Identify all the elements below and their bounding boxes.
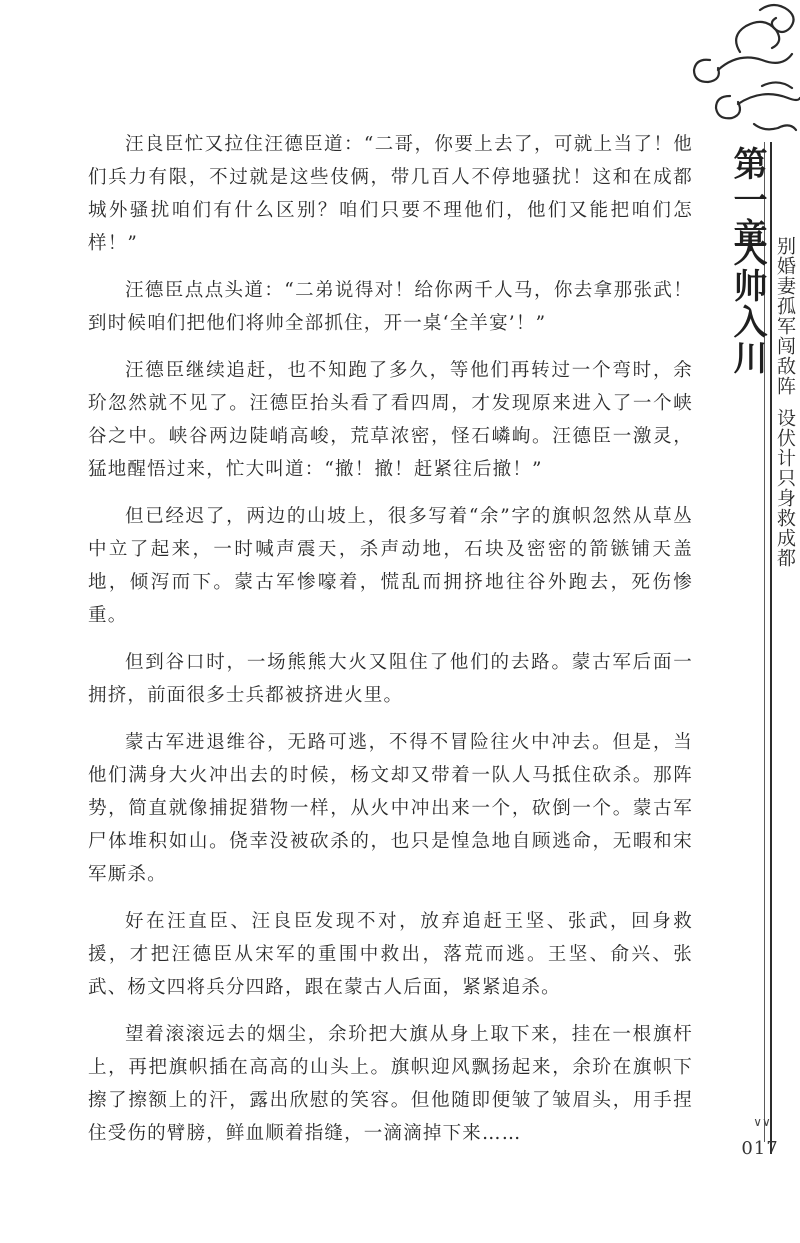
chapter-title: 大帅入川 (727, 232, 767, 376)
margin-rule (770, 142, 772, 1154)
page-number: 017 (741, 1138, 779, 1159)
paragraph: 蒙古军进退维谷，无路可逃，不得不冒险往火中冲去。但是，当他们满身大火冲出去的时候，杨文却又带着一队人马抵住砍杀。那阵势，简直就像捕捉猎物一样，从火中冲出来一个，砍倒一个。蒙古军尸体堆积如山。侥幸没被砍杀的，也只是惶急地自顾逃命，无暇和宋军厮杀。 (88, 732, 693, 885)
paragraph: 汪良臣忙又拉住汪德臣道：“二哥，你要上去了，可就上当了！他们兵力有限，不过就是这些伎俩，带几百人不停地骚扰！这和在成都城外骚扰咱们有什么区别？咱们只要不理他们，他们又能把咱们怎样！” (88, 134, 693, 254)
paragraph: 汪德臣继续追赶，也不知跑了多久，等他们再转过一个弯时，余玠忽然就不见了。汪德臣抬头看了看四周，才发现原来进入了一个峡谷之中。峡谷两边陡峭高峻，荒草浓密，怪石嶙峋。汪德臣一激灵，猛地醒悟过来，忙大叫道：“撤！撤！赶紧往后撤！” (88, 360, 693, 480)
chapter-subtitle-1: 别婚妻孤军闯敌阵 (774, 236, 796, 396)
page-marker: ∨∨ (753, 1115, 771, 1129)
paragraph: 好在汪直臣、汪良臣发现不对，放弃追赶王坚、张武，回身救援，才把汪德臣从宋军的重围中救出，落荒而逃。王坚、俞兴、张武、杨文四将兵分四路，跟在蒙古人后面，紧紧追杀。 (88, 911, 693, 998)
paragraph: 望着滚滚远去的烟尘，余玠把大旗从身上取下来，挂在一根旗杆上，再把旗帜插在高高的山头上。旗帜迎风飘扬起来，余玠在旗帜下擦了擦额上的汗，露出欣慰的笑容。但他随即便皱了皱眉头，用手捏住受伤的臂膀，鲜血顺着指缝，一滴滴掉下来…… (88, 1024, 693, 1144)
chapter-subtitle-2: 设伏计只身救成都 (774, 408, 796, 568)
paragraph: 但到谷口时，一场熊熊大火又阻住了他们的去路。蒙古军后面一拥挤，前面很多士兵都被挤进火里。 (88, 652, 693, 706)
body-text (88, 128, 693, 1164)
paragraph: 但已经迟了，两边的山坡上，很多写着“余”字的旗帜忽然从草丛中立了起来，一时喊声震天，杀声动地，石块及密密的箭镞铺天盖地，倾泻而下。蒙古军惨嚎着，慌乱而拥挤地往谷外跑去，死伤惨重。 (88, 506, 693, 626)
cloud-ornament-icon (690, 0, 800, 140)
chapter-number: 第一章 (727, 146, 767, 254)
paragraph: 汪德臣点点头道：“二弟说得对！给你两千人马，你去拿那张武！到时候咱们把他们将帅全部抓住，开一桌‘全羊宴’！” (88, 280, 693, 334)
